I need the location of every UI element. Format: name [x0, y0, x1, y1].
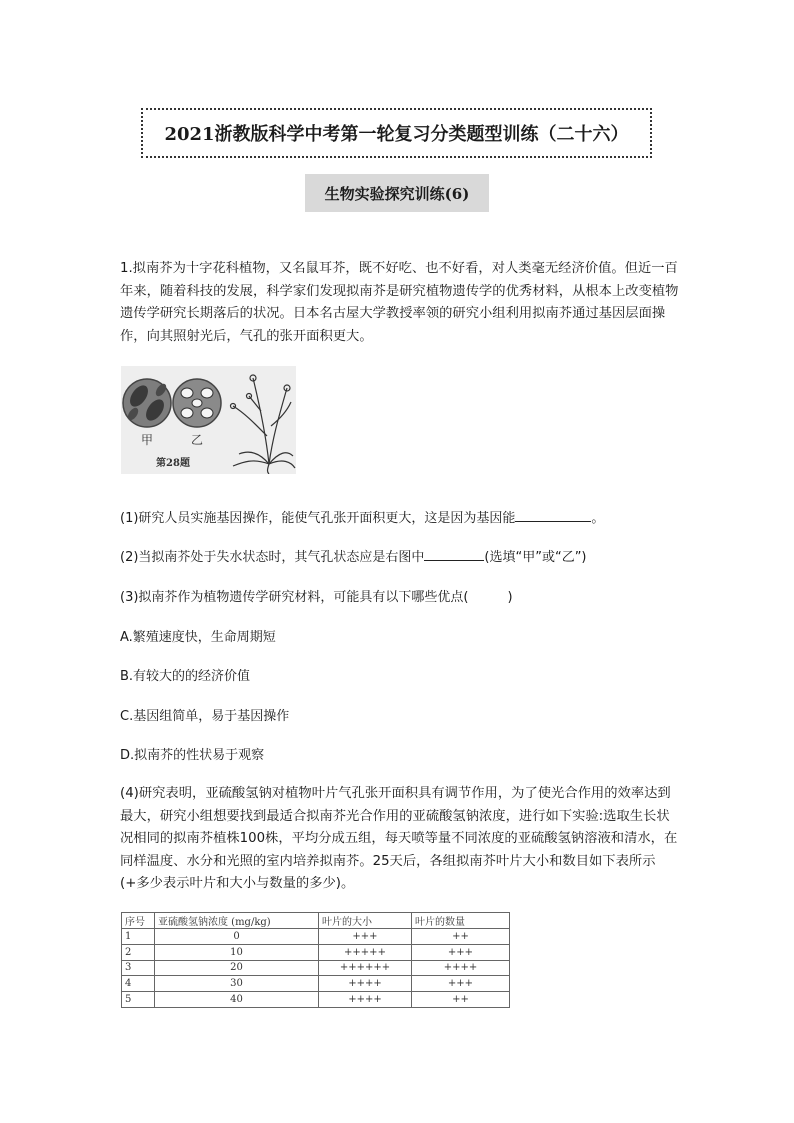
table-cell: 40: [155, 992, 319, 1008]
question-1-blank[interactable]: [515, 509, 591, 522]
table-cell: 2: [122, 944, 155, 960]
table-cell: 5: [122, 992, 155, 1008]
table-cell: 30: [155, 976, 319, 992]
question-1-end: 。: [591, 511, 605, 526]
table-row: [122, 944, 510, 960]
table-cell: +++: [319, 929, 412, 945]
results-table: [121, 912, 510, 1008]
question-2-end: (选填“甲”或“乙”): [484, 550, 587, 565]
question-2-blank[interactable]: [424, 548, 484, 561]
table-header: 序号: [122, 913, 155, 929]
option-a: A.繁殖速度快，生命周期短: [120, 630, 276, 645]
table-cell: ++++++: [319, 960, 412, 976]
table-cell: +++++: [319, 944, 412, 960]
table-header: 叶片的大小: [319, 913, 412, 929]
worksheet-subtitle: 生物实验探究训练(6): [324, 184, 470, 203]
table-row: [122, 929, 510, 945]
table-cell: +++: [412, 976, 510, 992]
table-cell: ++++: [319, 976, 412, 992]
question-3: (3)拟南芥作为植物遗传学研究材料，可能具有以下哪些优点( ): [120, 590, 513, 605]
table-cell: ++: [412, 929, 510, 945]
table-header-row: [122, 913, 510, 929]
option-b: B.有较大的的经济价值: [120, 669, 251, 684]
worksheet-title: 2021浙教版科学中考第一轮复习分类题型训练（二十六）: [164, 124, 629, 145]
table-cell: ++: [412, 992, 510, 1008]
table-cell: 0: [155, 929, 319, 945]
table-row: [122, 976, 510, 992]
worksheet-subtitle-box: [305, 174, 489, 212]
table-cell: 4: [122, 976, 155, 992]
question-4: (4)研究表明，亚硫酸氢钠对植物叶片气孔张开面积具有调节作用，为了使光合作用的效率达到最大，研究小组想要找到最适合拟南芥光合作用的亚硫酸氢钠浓度，进行如下实验:选取生长状况相同的拟南芥植株100株，平均分成五组，每天喷等量不同浓度的亚硫酸氢钠溶液和清水，在同样温度、水分和光照的室内培养拟南芥。25天后，各组拟南芥叶片大小和数目如下表所示(+多少表示叶片和大小与数量的多少)。: [120, 786, 678, 891]
figure-label-b: 乙: [190, 433, 204, 447]
figure-label-a: 甲: [140, 433, 154, 447]
table-header: 叶片的数量: [412, 913, 510, 929]
table-cell: 20: [155, 960, 319, 976]
stoma-b-image: [173, 379, 221, 427]
figure-image: [121, 366, 296, 474]
table-cell: 1: [122, 929, 155, 945]
question-1-text: (1)研究人员实施基因操作，能使气孔张开面积更大，这是因为基因能: [120, 511, 516, 526]
worksheet-title-box: [141, 108, 652, 158]
stoma-a-image: [123, 379, 171, 427]
table-header: 亚硫酸氢钠浓度 (mg/kg): [155, 913, 319, 929]
figure-caption: 第28题: [156, 458, 190, 469]
table-cell: +++: [412, 944, 510, 960]
question-intro: 1.拟南芥为十字花科植物，又名鼠耳芥，既不好吃、也不好看，对人类毫无经济价值。但近一百年来，随着科技的发展，科学家们发现拟南芥是研究植物遗传学的优秀材料，从根本上改变植物遗传学研究长期落后的状况。日本名古屋大学教授率领的研究小组利用拟南芥通过基因层面操作，向其照射光后，气孔的张开面积更大。: [120, 261, 679, 344]
table-cell: 10: [155, 944, 319, 960]
table-cell: ++++: [412, 960, 510, 976]
table-row: [122, 992, 510, 1008]
question-2: [120, 546, 587, 565]
stomata-plant-figure: [121, 366, 296, 474]
option-c: C.基因组简单，易于基因操作: [120, 709, 290, 724]
question-1: [120, 507, 604, 526]
option-d: D.拟南芥的性状易于观察: [120, 748, 265, 763]
table-row: [122, 960, 510, 976]
question-2-text: (2)当拟南芥处于失水状态时，其气孔状态应是右图中: [120, 550, 425, 565]
table-cell: ++++: [319, 992, 412, 1008]
table-cell: 3: [122, 960, 155, 976]
